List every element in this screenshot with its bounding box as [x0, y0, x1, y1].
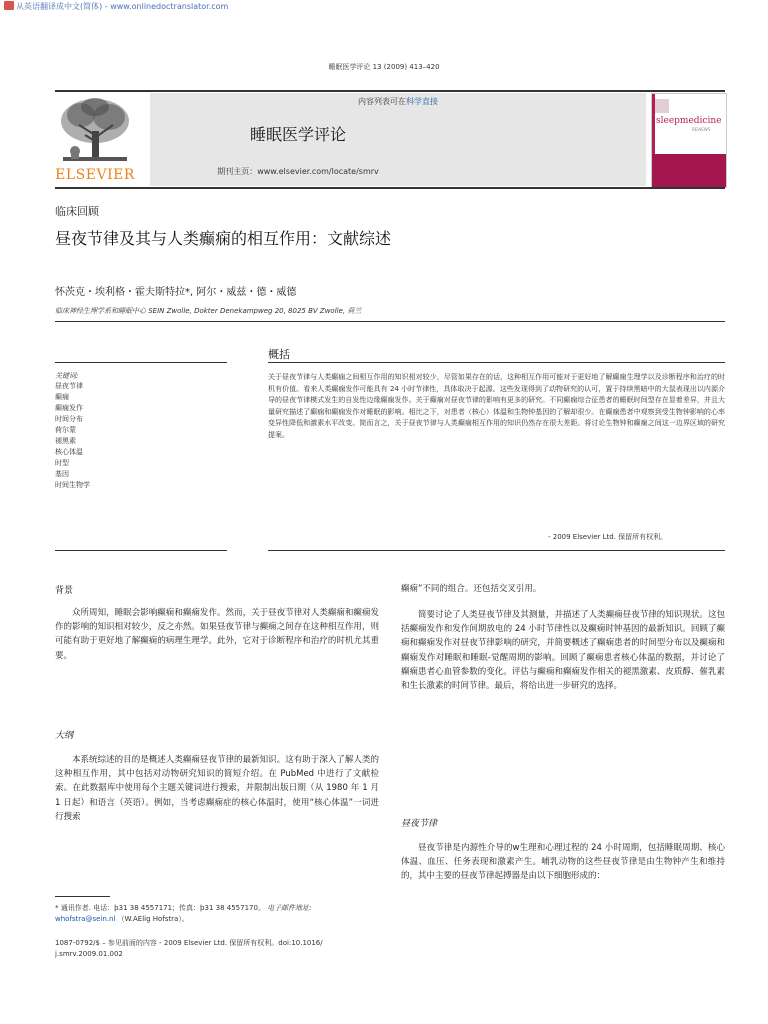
circadian-heading: 昼夜节律: [401, 819, 438, 829]
keyword-item: 荷尔蒙: [55, 426, 76, 434]
right-column-continuation: 癫痫”不同的组合。还包括交叉引用。: [401, 584, 542, 594]
cover-title: sleepmedicine: [656, 116, 722, 126]
contents-prefix: 内容列表可在: [358, 97, 406, 106]
affiliation-rule: [55, 321, 725, 322]
journal-title: 睡眠医学评论: [249, 125, 346, 144]
keyword-item: 时间分布: [55, 415, 83, 423]
abstract-heading: 概括: [268, 348, 290, 361]
overview-paragraph: 简要讨论了人类昼夜节律及其测量，并描述了人类癫痫昼夜节律的知识现状。这包括癫痫发作和发作间期放电的 24 小时节律性以及癫痫时钟基因的最新知识。回顾了癫痫和癫痫发作对昼夜节律影响的研究，并简要概述了癫痫患者的时间型分布以及癫痫和癫痫发作对睡眠和睡眠-觉醒周期的影响。回顾了癫痫患者核心体温的数据，并讨论了癫痫患者心血管参数的变化。评估与癫痫和癫痫发作相关的褪黑激素、皮质醇、催乳素和生长激素的时间节律。最后，将给出进一步研究的选择。: [401, 610, 725, 692]
tree-icon: [55, 95, 135, 167]
keyword-item: 时型: [55, 459, 69, 467]
author-email-link[interactable]: whofstra@sein.nl: [55, 915, 116, 923]
header-top-rule: [55, 90, 725, 92]
issn-doi-line: 1087-0792/$ – 参见前面的内容 - 2009 Elsevier Ltd. 保留所有权利。doi:10.1016/ j.smrv.2009.01.002: [55, 939, 323, 958]
header-bottom-rule: [55, 187, 725, 189]
contents-available-line: [150, 96, 646, 107]
keyword-item: 褪黑素: [55, 437, 76, 445]
email-owner: （W.AElig Hofstra）。: [117, 915, 189, 923]
cover-subtitle: REVIEWS: [692, 127, 711, 132]
article-section-type: 临床回顾: [55, 205, 99, 218]
abstract-copyright: - 2009 Elsevier Ltd. 保留所有权利。: [548, 533, 668, 541]
cover-bottom-band: [652, 154, 726, 187]
keywords-bottom-rule: [55, 550, 227, 551]
article-authors: 怀茨克・埃利格・霍夫斯特拉*, 阿尔・威兹・德・威德: [55, 287, 297, 298]
journal-cover-image: [651, 93, 727, 188]
sciencedirect-link[interactable]: 科学直接: [406, 97, 438, 106]
author-affiliation: 临床神经生理学系和睡眠中心 SEIN Zwolle, Dokter Denekampweg 20, 8025 BV Zwolle, 荷兰: [55, 307, 362, 315]
journal-homepage[interactable]: 期刊主页：www.elsevier.com/locate/smrv: [217, 167, 379, 176]
watermark-text: 从英语翻译成中文(简体) - www.onlinedoctranslator.com: [16, 2, 229, 11]
circadian-paragraph: 昼夜节律是内源性介导的w生理和心理过程的 24 小时周期，包括睡眠周期、核心体温、血压、任务表现和激素产生。哺乳动物的这些昼夜节律是由生物钟产生和维持的，其中主要的昼夜节律起搏器是由以下细胞形成的：: [401, 843, 725, 882]
abstract-top-rule: [268, 362, 725, 363]
keyword-item: 癫痫发作: [55, 404, 83, 412]
keywords-title: 关键词:: [55, 372, 79, 380]
keyword-item: 昼夜节律: [55, 382, 83, 390]
keyword-item: 基因: [55, 470, 69, 478]
footnote-rule: [55, 896, 110, 897]
article-title: 昼夜节律及其与人类癫痫的相互作用：文献综述: [55, 229, 392, 248]
outline-paragraph: 本系统综述的目的是概述人类癫痫昼夜节律的最新知识。这有助于深入了解人类的这种相互作用，其中包括对动物研究知识的简短介绍。在 PubMed 中进行了文献检索。在此数据库中使用每个主题关键词进行搜索，并限制出版日期（从 1980 年 1 月 1 日起）和语言（英语）。例如，当考虑癫痫症的核心体温时，使用“核心体温”一词进行搜索: [55, 755, 379, 822]
translator-logo-icon: [4, 1, 14, 10]
footnote-contact: * 通讯作者. 电话：þ31 38 4557171；传真：þ31 38 4557170。: [55, 904, 265, 912]
email-label: 电子邮件地址:: [267, 904, 312, 912]
keywords-list: [55, 381, 90, 491]
abstract-bottom-rule: [268, 550, 725, 551]
translator-watermark[interactable]: [4, 1, 228, 12]
abstract-text: 关于昼夜节律与人类癫痫之间相互作用的知识相对较少，尽管如果存在的话，这种相互作用可能对于更好地了解癫痫生理学以及诊断程序和治疗的时机有价值。看来人类癫痫发作可能具有 24 小时节律性，具体取决于起源。这些发现得到了动物研究的认可，置于持续黑暗中的大鼠表现出以内源介导的昼夜节律模式发生的自发性边缘癫痫发作。关于癫痫对昼夜节律的影响有更多的研究。不同癫痫综合征患者的睡眠时间型存在显着差异，并且大量研究描述了癫痫和癫痫发作对睡眠的影响。相比之下，对患者（核心）体温和生物钟基因的了解却很少。在癫痫患者中观察到受生物钟影响的心率变异性降低和激素水平改变。简而言之，关于昼夜节律与人类癫痫相互作用的知识仍然存在很大差距。将讨论生物钟和癫痫之间这一边界区域的研究提案。: [268, 373, 725, 439]
keyword-item: 时间生物学: [55, 481, 90, 489]
keywords-top-rule: [55, 362, 227, 363]
cover-photo: [655, 99, 669, 113]
elsevier-wordmark: ELSEVIER: [55, 167, 135, 183]
corresponding-author-footnote: [55, 903, 355, 925]
background-heading: 背景: [55, 586, 74, 596]
keyword-item: 癫痫: [55, 393, 69, 401]
outline-heading: 大纲: [55, 731, 74, 741]
journal-citation: 睡眠医学评论 13 (2009) 413–420: [328, 63, 440, 71]
keyword-item: 核心体温: [55, 448, 83, 456]
background-paragraph: 众所周知，睡眠会影响癫痫和癫痫发作。然而，关于昼夜节律对人类癫痫和癫痫发作的影响的知识相对较少，反之亦然。如果昼夜节律与癫痫之间存在这种相互作用，则可能有助于更好地了解癫痫的病理生理学。此外，它对于诊断程序和治疗的时机尤其重要。: [55, 608, 379, 661]
